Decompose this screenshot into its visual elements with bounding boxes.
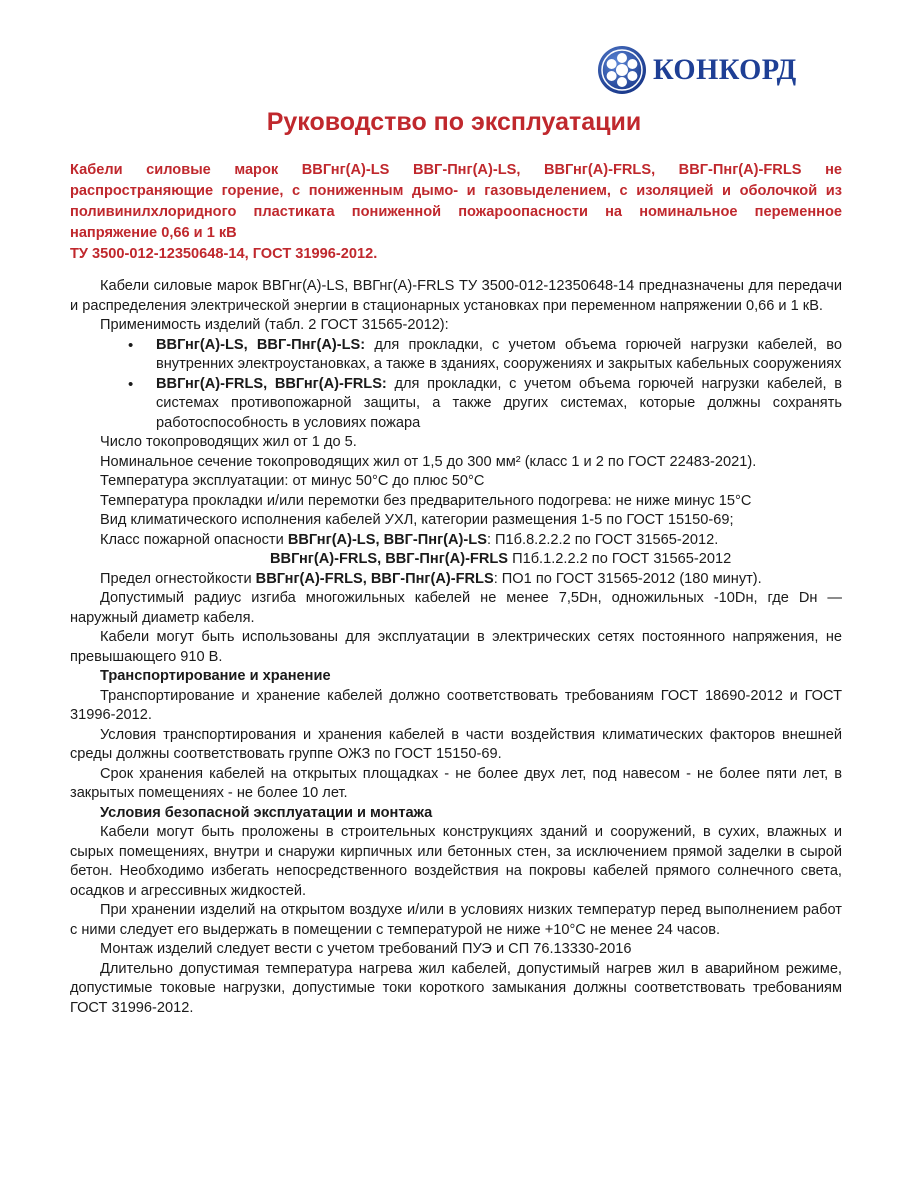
bend-radius-paragraph: Допустимый радиус изгиба многожильных кабелей не менее 7,5Dн, одножильных -10Dн, где Dн — наружный диаметр кабеля. bbox=[70, 590, 842, 626]
fire-class-value-frls: П1б.1.2.2.2 по ГОСТ 31565-2012 bbox=[508, 551, 732, 567]
logo-text: КОНКОРД bbox=[653, 53, 797, 86]
fire-class-frls-line bbox=[70, 550, 842, 570]
product-header bbox=[70, 160, 842, 265]
cable-brand-label: ВВГнг(А)-LS, ВВГ-Пнг(А)-LS: bbox=[156, 336, 366, 353]
fire-resistance-paragraph bbox=[70, 570, 842, 590]
fire-class-brand-ls: ВВГнг(А)-LS, ВВГ-Пнг(А)-LS bbox=[287, 531, 487, 548]
product-description: Кабели силовые марок ВВГнг(А)-LS ВВГ-Пнг(А)-LS, ВВГнг(А)-FRLS, ВВГ-Пнг(А)-FRLS не распространяющие горение, с пониженным дымо- и газовыделением, с изоляцией и оболочкой из поливинилхлоридного пластиката пониженной пожароопасности на номинальное переменное напряжение 0,66 и 1 кВ bbox=[70, 162, 842, 241]
operating-temp-paragraph: Температура эксплуатации: от минус 50°С до плюс 50°С bbox=[100, 473, 485, 489]
fire-class-value-ls: : П1б.8.2.2.2 по ГОСТ 31565-2012. bbox=[486, 531, 719, 548]
transport-paragraph-2: Условия транспортирования и хранения кабелей в части воздействия климатических факторов внешней среды должны соответствовать группе ОЖЗ по ГОСТ 15150-69. bbox=[70, 726, 842, 762]
cable-brand-label: ВВГнг(А)-FRLS, ВВГнг(А)-FRLS: bbox=[156, 375, 387, 392]
fire-class-prefix: Класс пожарной опасности bbox=[100, 531, 288, 548]
transport-paragraph-3: Срок хранения кабелей на открытых площадках - не более двух лет, под навесом - не более пяти лет, в закрытых помещениях - не более 10 лет. bbox=[70, 765, 842, 801]
list-item bbox=[70, 336, 842, 375]
fire-resistance-brand: ВВГнг(А)-FRLS, ВВГ-Пнг(А)-FRLS bbox=[255, 570, 494, 587]
logo-cable-icon bbox=[597, 45, 647, 95]
fire-resistance-prefix: Предел огнестойкости bbox=[100, 570, 256, 587]
safety-heading: Условия безопасной эксплуатации и монтажа bbox=[100, 804, 433, 821]
safety-paragraph-3: Монтаж изделий следует вести с учетом требований ПУЭ и СП 76.13330-2016 bbox=[100, 941, 632, 957]
fire-class-brand-frls: ВВГнг(А)-FRLS, ВВГ-Пнг(А)-FRLS bbox=[270, 551, 509, 567]
dc-voltage-paragraph: Кабели могут быть использованы для эксплуатации в электрических сетях постоянного напряжения, не превышающего 910 В. bbox=[70, 629, 842, 665]
safety-paragraph-4: Длительно допустимая температура нагрева жил кабелей, допустимый нагрев жил в аварийном режиме, допустимые токовые нагрузки, допустимые токи короткого замыкания должны соответствовать требованиям ГОСТ 31996-2012. bbox=[70, 960, 842, 1016]
fire-resistance-value: : ПО1 по ГОСТ 31565-2012 (180 минут). bbox=[493, 570, 762, 587]
company-logo bbox=[597, 42, 847, 98]
application-list bbox=[70, 336, 842, 434]
product-spec: ТУ 3500-012-12350648-14, ГОСТ 31996-2012. bbox=[70, 246, 378, 262]
safety-paragraph-1: Кабели могут быть проложены в строительных конструкциях зданий и сооружений, в сухих, влажных и сырых помещениях, внутри и снаружи кирпичных или бетонных стен, за исключением прямой заделки в сырой бетон. Необходимо избегать непосредственного воздействия на покровы кабелей прямого солнечного света, осадков и агрессивных жидкостей. bbox=[70, 824, 842, 899]
list-item-text: для прокладки, с учетом объема горючей нагрузки кабелей, во внутренних электроустановках, а также в зданиях, сооружениях и закрытых кабельных сооружениях bbox=[156, 336, 842, 372]
fire-class-paragraph bbox=[70, 531, 842, 551]
transport-heading: Транспортирование и хранение bbox=[100, 668, 331, 684]
cores-paragraph: Число токопроводящих жил от 1 до 5. bbox=[100, 434, 357, 450]
page-title: Руководство по эксплуатации bbox=[266, 108, 642, 136]
laying-temp-paragraph: Температура прокладки и/или перемотки без предварительного подогрева: не ниже минус 15°С bbox=[100, 492, 752, 509]
purpose-paragraph: Кабели силовые марок ВВГнг(А)-LS, ВВГнг(А)-FRLS ТУ 3500-012-12350648-14 предназначены для передачи и распределения электрической энергии в стационарных установках при переменном напряжении 0,66 и 1 кВ. bbox=[70, 278, 842, 314]
application-paragraph: Применимость изделий (табл. 2 ГОСТ 31565-2012): bbox=[100, 317, 449, 333]
list-item-text: для прокладки, с учетом объема горючей нагрузки кабелей, в системах противопожарной защиты, а также других системах, которые должны сохранять работоспособность в условиях пожара bbox=[156, 375, 842, 431]
safety-paragraph-2: При хранении изделий на открытом воздухе и/или в условиях низких температур перед выполнением работ с ними следует его выдержать в помещении с температурой не ниже +10°С не менее 24 часов. bbox=[70, 902, 842, 938]
transport-paragraph-1: Транспортирование и хранение кабелей должно соответствовать требованиям ГОСТ 18690-2012 и ГОСТ 31996-2012. bbox=[70, 687, 842, 723]
document-body bbox=[70, 277, 842, 1018]
climate-paragraph: Вид климатического исполнения кабелей УХЛ, категории размещения 1-5 по ГОСТ 15150-69; bbox=[100, 512, 734, 528]
list-item bbox=[70, 375, 842, 434]
section-paragraph: Номинальное сечение токопроводящих жил от 1,5 до 300 мм² (класс 1 и 2 по ГОСТ 22483-2021). bbox=[100, 453, 757, 470]
